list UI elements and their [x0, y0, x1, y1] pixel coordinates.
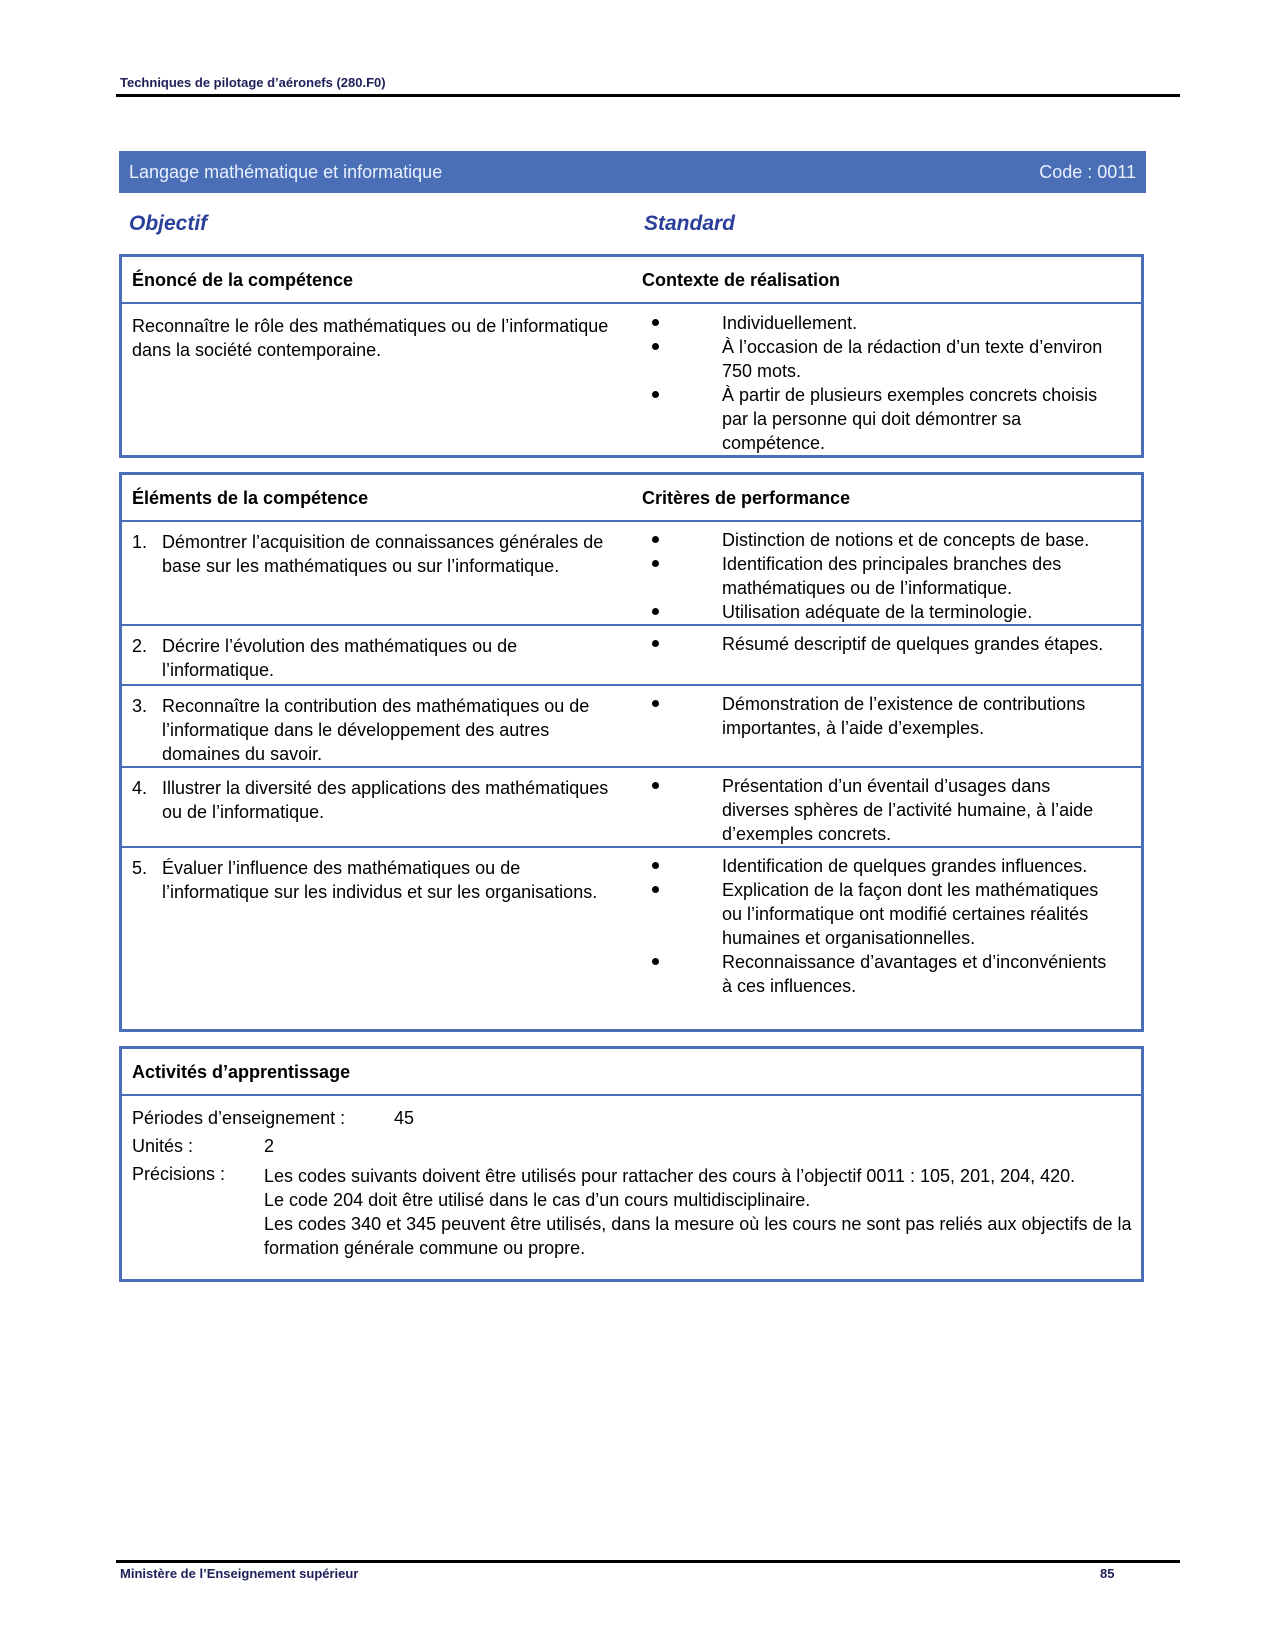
activities-header: [122, 1049, 1141, 1096]
element-row: [122, 848, 1141, 1018]
criterion-item: Identification des principales branches des mathématiques ou de l’informatique.: [652, 552, 1107, 600]
activities-body: [122, 1096, 1141, 1282]
competence-statement: Reconnaître le rôle des mathématiques ou de l’informatique dans la société contemporaine.: [132, 316, 609, 360]
context-list: [652, 311, 1107, 455]
bullet-icon: [652, 391, 659, 398]
precisions-text: [264, 1164, 1134, 1260]
element-number: 4.: [132, 778, 148, 798]
element-description: Illustrer la diversité des applications des mathématiques ou de l’informatique.: [162, 778, 609, 822]
objective-title-bar: [119, 151, 1146, 193]
units-label: Unités :: [132, 1136, 194, 1156]
context-item: Individuellement.: [652, 311, 1107, 335]
criterion-item: Utilisation adéquate de la terminologie.: [652, 600, 1107, 624]
running-header: Techniques de pilotage d’aéronefs (280.F0): [120, 75, 386, 90]
elements-header: [122, 475, 1141, 522]
footer-rule: [116, 1560, 1180, 1563]
criterion-item: Distinction de notions et de concepts de base.: [652, 528, 1107, 552]
criteria-heading: Critères de performance: [642, 488, 851, 508]
precision-line: Les codes suivants doivent être utilisés pour rattacher des cours à l’objectif 0011 : 105, 201, 204, 420.: [264, 1166, 1076, 1186]
bullet-icon: [652, 560, 659, 567]
criteria-list: [652, 632, 1107, 656]
statement-heading: Énoncé de la compétence: [132, 270, 354, 290]
criterion-item: Explication de la façon dont les mathématiques ou l’informatique ont modifié certaines réalités humaines et organisationnelles.: [652, 878, 1107, 950]
element-description: Démontrer l’acquisition de connaissances générales de base sur les mathématiques ou sur l’informatique.: [162, 532, 604, 576]
bullet-icon: [652, 608, 659, 615]
bullet-icon: [652, 862, 659, 869]
units-value: 2: [264, 1136, 275, 1156]
criterion-item: Identification de quelques grandes influences.: [652, 854, 1107, 878]
competence-header: [122, 257, 1141, 304]
elements-heading: Éléments de la compétence: [132, 488, 369, 508]
element-number: 1.: [132, 532, 148, 552]
competence-box: [119, 254, 1144, 458]
element-row: [122, 522, 1141, 626]
column-heading-objectif: Objectif: [129, 212, 208, 235]
bullet-icon: [652, 958, 659, 965]
activities-heading: Activités d’apprentissage: [132, 1062, 351, 1082]
bullet-icon: [652, 536, 659, 543]
element-number: 2.: [132, 636, 148, 656]
periods-value: 45: [394, 1108, 415, 1128]
context-item: À partir de plusieurs exemples concrets choisis par la personne qui doit démontrer sa compétence.: [652, 383, 1107, 455]
objective-code: Code : 0011: [1039, 162, 1136, 182]
criteria-list: [652, 692, 1107, 740]
element-row: [122, 768, 1141, 848]
competence-row: [122, 304, 1141, 454]
criteria-list: [652, 854, 1107, 998]
context-item: À l’occasion de la rédaction d’un texte d’environ 750 mots.: [652, 335, 1107, 383]
element-row: [122, 686, 1141, 768]
element-number: 3.: [132, 696, 148, 716]
criterion-item: Démonstration de l’existence de contributions importantes, à l’aide d’exemples.: [652, 692, 1107, 740]
element-row: [122, 626, 1141, 686]
bullet-icon: [652, 886, 659, 893]
criteria-list: [652, 528, 1107, 624]
element-description: Évaluer l’influence des mathématiques ou de l’informatique sur les individus et sur les organisations.: [162, 858, 598, 902]
element-number: 5.: [132, 858, 148, 878]
criteria-list: [652, 774, 1107, 846]
activities-box: [119, 1046, 1144, 1282]
context-heading: Contexte de réalisation: [642, 270, 841, 290]
footer-ministry: Ministère de l’Enseignement supérieur: [120, 1566, 359, 1581]
precisions-label: Précisions :: [132, 1164, 226, 1184]
objective-title: Langage mathématique et informatique: [129, 162, 443, 182]
element-description: Décrire l’évolution des mathématiques ou de l’informatique.: [162, 636, 518, 680]
bullet-icon: [652, 343, 659, 350]
element-description: Reconnaître la contribution des mathématiques ou de l’informatique dans le développement des autres domaines du savoir.: [162, 696, 590, 764]
precision-line: Les codes 340 et 345 peuvent être utilisés, dans la mesure où les cours ne sont pas reliés aux objectifs de la formation générale commune ou propre.: [264, 1214, 1132, 1258]
criterion-item: Résumé descriptif de quelques grandes étapes.: [652, 632, 1107, 656]
bullet-icon: [652, 700, 659, 707]
elements-box: [119, 472, 1144, 1032]
bullet-icon: [652, 782, 659, 789]
page-number: 85: [1100, 1566, 1115, 1581]
precision-line: Le code 204 doit être utilisé dans le cas d’un cours multidisciplinaire.: [264, 1190, 811, 1210]
criterion-item: Reconnaissance d’avantages et d’inconvénients à ces influences.: [652, 950, 1107, 998]
bullet-icon: [652, 640, 659, 647]
column-heading-standard: Standard: [644, 212, 736, 235]
header-rule: [116, 94, 1180, 97]
periods-label: Périodes d’enseignement :: [132, 1108, 346, 1128]
criterion-item: Présentation d’un éventail d’usages dans diverses sphères de l’activité humaine, à l’aide d’exemples concrets.: [652, 774, 1107, 846]
bullet-icon: [652, 319, 659, 326]
